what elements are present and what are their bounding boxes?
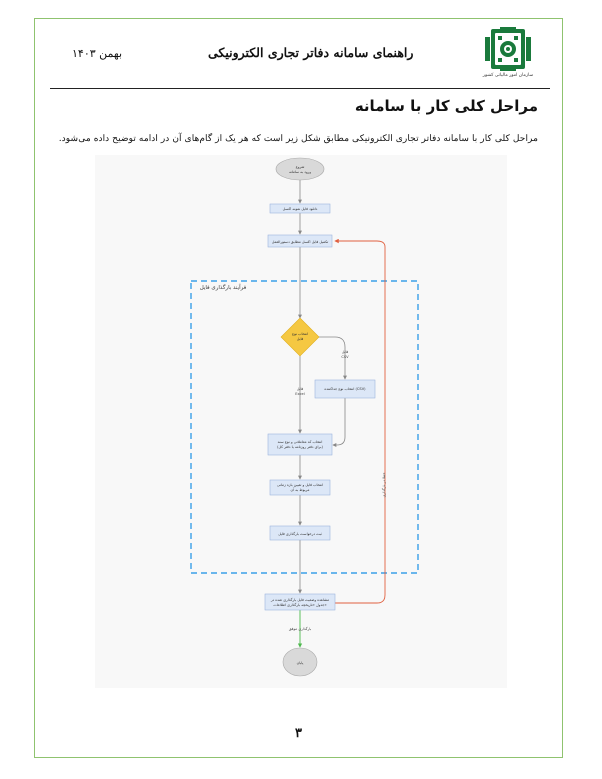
- edge-label-csv-2: CSV: [341, 355, 349, 359]
- decision-label-1: انتخاب نوع: [291, 332, 309, 336]
- header-date: بهمن ۱۴۰۳: [72, 47, 123, 60]
- organization-logo: [480, 27, 536, 85]
- step4-label-2: مربوط به آن: [290, 488, 310, 492]
- step4-label-1: انتخاب فایل و تعیین بازه زمانی: [277, 483, 323, 487]
- process-flowchart: [95, 155, 507, 688]
- step3-label-1: انتخاب کد معاملاتی و نوع سند: [277, 440, 323, 444]
- header-divider: [50, 88, 550, 89]
- start-label-1: شروع: [295, 165, 305, 169]
- csv-label: انتخاب نوع جداکننده (CSV): [324, 387, 366, 391]
- step6-label-1: مشاهده وضعیت فایل بارگذاری شده در: [270, 598, 330, 602]
- edge-label-csv-1: فایل: [341, 350, 349, 354]
- start-node: [276, 158, 324, 180]
- step6-label-2: جدول «تاریخچه بارگذاری اطلاعات»: [273, 603, 327, 607]
- decision-label-2: فایل: [296, 337, 304, 341]
- step-view-status: [265, 594, 335, 610]
- start-label-2: ورود به سامانه: [288, 170, 312, 174]
- edge-label-excel-1: فایل: [296, 387, 304, 391]
- cluster-label: فرآیند بارگذاری فایل: [199, 285, 247, 291]
- step3-label-2: (برای دفتر روزنامه یا دفتر کل): [277, 445, 323, 449]
- edge-label-retry: خطا در بارگذاری: [382, 472, 386, 498]
- section-heading: مراحل کلی کار با سامانه: [354, 97, 538, 115]
- page-header: [50, 25, 550, 87]
- edge-csv-step3: [333, 398, 345, 445]
- header-title: راهنمای سامانه دفاتر تجاری الکترونیکی: [208, 45, 414, 60]
- tax-emblem-icon: [480, 27, 536, 73]
- end-label: پایان: [296, 661, 304, 665]
- logo-caption: سازمان امور مالیاتی کشور: [482, 73, 534, 78]
- page-number: ۳: [295, 726, 302, 741]
- flowchart-canvas: [95, 155, 507, 688]
- step2-label: تکمیل فایل اکسل مطابق دستورالعمل: [271, 240, 329, 244]
- edge-retry-loop: [335, 241, 385, 603]
- step5-label: ثبت درخواست بارگذاری فایل: [278, 532, 322, 536]
- edge-label-success: بارگذاری موفق: [288, 627, 312, 631]
- edge-label-excel-2: Excel: [295, 392, 305, 396]
- step1-label: دانلود فایل نمونه اکسل: [282, 207, 318, 211]
- intro-paragraph: مراحل کلی کار با سامانه دفاتر تجاری الکترونیکی مطابق شکل زیر است که هر یک از گام‌های آن در ادامه توضیح داده می‌شود.: [58, 133, 538, 144]
